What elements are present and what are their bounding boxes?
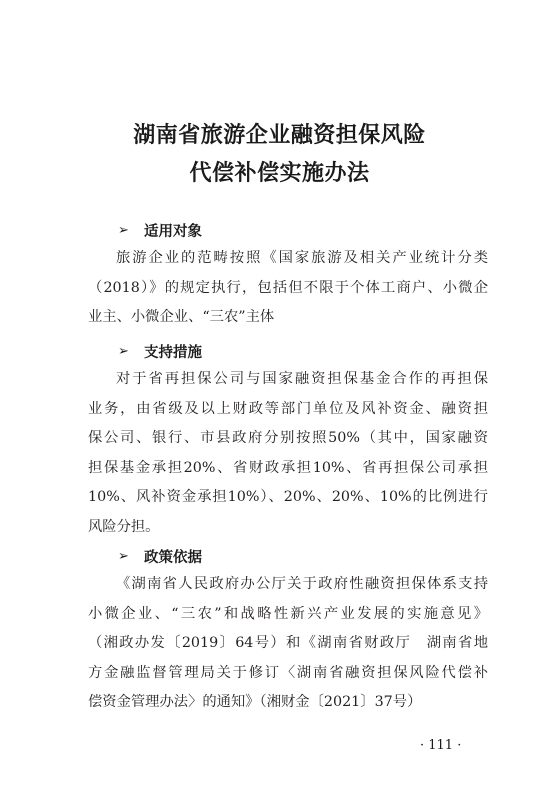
document-title-line-2: 代偿补偿实施办法 — [189, 160, 370, 186]
section-heading-policy-basis — [118, 546, 202, 567]
section-heading-text: 支持措施 — [144, 345, 202, 361]
section-body-scope — [88, 244, 488, 333]
body-line: （2018）》的规定执行，包括但不限于个体工商户、小微企 — [88, 279, 488, 296]
body-line: 《湖南省人民政府办公厅关于政府性融资担保体系支持 — [116, 576, 488, 592]
body-line: 旅游企业的范畴按照《国家旅游及相关产业统计分类 — [116, 250, 488, 266]
arrow-bullet-icon: ➢ — [118, 549, 129, 564]
body-line: 偿资金管理办法〉的通知》（湘财金〔2021〕37号） — [88, 694, 422, 710]
body-line: 10%、风补资金承担10%）、20%、20%、10%的比例进行 — [88, 489, 488, 505]
document-title-line-1: 湖南省旅游企业融资担保风险 — [133, 122, 426, 148]
page-number: · 111 · — [420, 738, 462, 753]
section-body-policy-basis — [88, 570, 488, 718]
section-heading-text: 政策依据 — [144, 550, 202, 566]
section-body-measures — [88, 365, 488, 542]
section-heading-text: 适用对象 — [144, 224, 202, 240]
body-line: （湘政办发〔2019〕64号）和《湖南省财政厅 湖南省地 — [88, 635, 488, 651]
body-line: 方金融监督管理局关于修订〈湖南省融资担保风险代偿补 — [88, 664, 488, 681]
body-line: 保公司、银行、市县政府分别按照50%（其中，国家融资 — [88, 430, 488, 446]
body-line: 小微企业、“三农”和战略性新兴产业发展的实施意见》 — [88, 605, 488, 622]
body-line: 担保基金承担20%、省财政承担10%、省再担保公司承担 — [88, 459, 488, 476]
section-heading-measures — [118, 341, 202, 362]
body-line: 风险分担。 — [88, 518, 160, 535]
body-line: 业主、小微企业、“三农”主体 — [88, 309, 275, 325]
body-line: 业务，由省级及以上财政等部门单位及风补资金、融资担 — [88, 400, 488, 417]
section-heading-scope — [118, 220, 202, 241]
arrow-bullet-icon: ➢ — [118, 223, 129, 238]
body-line: 对于省再担保公司与国家融资担保基金合作的再担保 — [116, 371, 488, 387]
arrow-bullet-icon: ➢ — [118, 344, 129, 359]
